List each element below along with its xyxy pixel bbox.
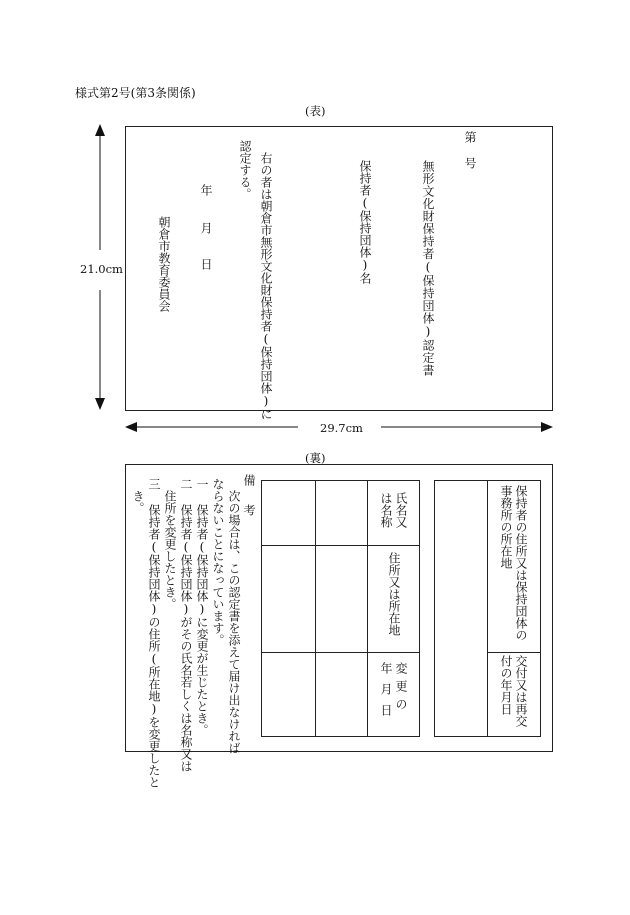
issuer-name: 朝倉市教育委員会 bbox=[157, 216, 171, 312]
notes-item-3b: き。 bbox=[131, 490, 145, 514]
change-date-header-line-2: 年月日 bbox=[379, 662, 393, 725]
front-certificate-box bbox=[125, 126, 553, 411]
notes-line-1: 次の場合は、この認定書を添えて届け出なければ bbox=[227, 490, 241, 754]
notes-title: 備 考 bbox=[242, 474, 256, 518]
issuance-table-row-divider bbox=[487, 652, 541, 653]
notes-item-1: 一 保持者(保持団体)に変更が生じたとき。 bbox=[195, 478, 209, 736]
notes-line-2: ならないことになっています。 bbox=[211, 478, 225, 646]
holder-address-header-line-1: 保持者の住所又は保持団体の bbox=[514, 485, 528, 641]
change-table-row-divider-2 bbox=[261, 652, 420, 653]
change-table-divider-1 bbox=[315, 480, 316, 737]
name-header-line-1: 氏名又 bbox=[394, 492, 408, 528]
address-header: 住所又は所在地 bbox=[387, 552, 401, 636]
form-title: 様式第2号(第3条関係) bbox=[75, 86, 196, 100]
date-day: 日 bbox=[199, 258, 213, 270]
name-header-line-2: は名称 bbox=[379, 492, 393, 528]
date-month: 月 bbox=[199, 222, 213, 234]
holder-address-header-line-2: 事務所の所在地 bbox=[499, 485, 513, 569]
issue-date-header-line-2: 付の年月日 bbox=[499, 655, 513, 715]
statement-line-1: 右の者は朝倉市無形文化財保持者(保持団体)に bbox=[259, 152, 273, 420]
change-table-divider-2 bbox=[367, 480, 368, 737]
number-prefix: 第 bbox=[463, 131, 477, 143]
front-side-label: (表) bbox=[305, 104, 326, 118]
issuance-table-divider bbox=[487, 480, 488, 737]
width-dimension-label: 29.7cm bbox=[320, 421, 363, 435]
holder-name-label: 保持者(保持団体)名 bbox=[358, 160, 372, 284]
date-year: 年 bbox=[199, 184, 213, 196]
notes-item-3a: 三 保持者(保持団体)の住所(所在地)を変更したと bbox=[147, 478, 161, 788]
certificate-title: 無形文化財保持者(保持団体)認定書 bbox=[421, 160, 435, 377]
number-suffix: 号 bbox=[463, 157, 477, 169]
issue-date-header-line-1: 交付又は再交 bbox=[514, 655, 528, 727]
change-date-header-line-1: 変更の bbox=[394, 662, 408, 716]
notes-item-2b: 住所を変更したとき。 bbox=[163, 490, 177, 610]
notes-item-2a: 二 保持者(保持団体)がその氏名若しくは名称又は bbox=[179, 478, 193, 772]
height-dimension-label: 21.0cm bbox=[80, 262, 123, 276]
change-table-row-divider-1 bbox=[261, 545, 420, 546]
back-side-label: (裏) bbox=[305, 451, 326, 465]
statement-line-2: 認定する。 bbox=[238, 140, 252, 200]
